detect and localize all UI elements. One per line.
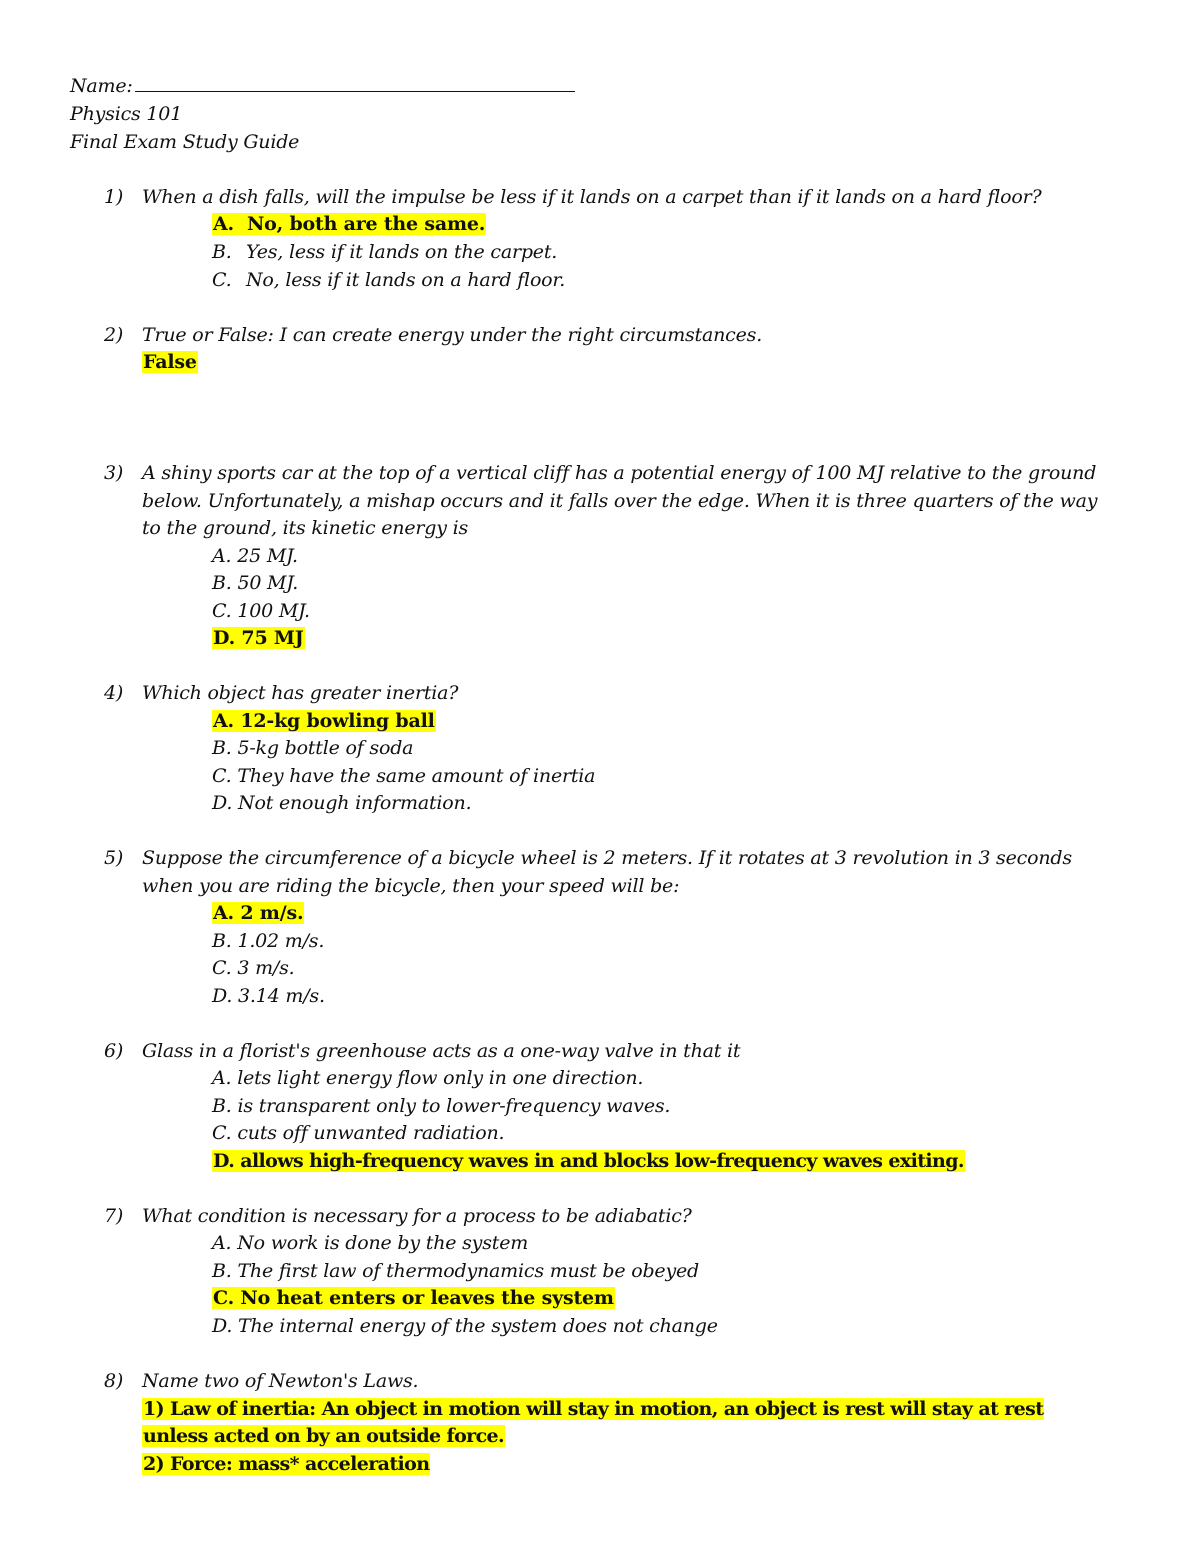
question-text: True or False: I can create energy under the right circumstances. (142, 324, 763, 346)
answer-option: B. is transparent only to lower-frequency waves. (212, 1095, 671, 1117)
answer-option: A. lets light energy flow only in one direction. (212, 1067, 644, 1089)
answer-option: A. 25 MJ. (212, 545, 298, 567)
document-title: Final Exam Study Guide (70, 131, 300, 153)
answer-option (212, 267, 565, 293)
answer-option: C. 100 MJ. (212, 600, 310, 622)
answer-option: A. No work is done by the system (212, 1232, 529, 1254)
answer-option: D. 3.14 m/s. (212, 985, 325, 1007)
question-number: 1) (104, 186, 124, 208)
answer-highlight: A. 12-kg bowling ball (213, 710, 435, 732)
answer-text-correct (142, 349, 198, 375)
answer-highlight: D. allows high-frequency waves in and blocks low-frequency waves exiting. (213, 1150, 964, 1172)
answer-option: C. They have the same amount of inertia (212, 765, 596, 787)
answer-option-correct (212, 211, 486, 237)
answer-option-correct (212, 900, 304, 926)
question-text: when you are riding the bicycle, then your speed will be: (142, 875, 680, 897)
question-text: A shiny sports car at the top of a vertical cliff has a potential energy of 100 MJ relative to the ground (142, 462, 1097, 484)
answer-text-correct (142, 1396, 1044, 1422)
question-number: 6) (104, 1040, 124, 1062)
question-text: to the ground, its kinetic energy is (142, 517, 469, 539)
answer-highlight: unless acted on by an outside force. (143, 1425, 505, 1447)
course-title: Physics 101 (70, 103, 183, 125)
name-blank-line (135, 73, 575, 92)
answer-option-correct (212, 708, 436, 734)
answer-option: B. The first law of thermodynamics must be obeyed (212, 1260, 700, 1282)
question-text: Glass in a florist's greenhouse acts as a one-way valve in that it (142, 1040, 741, 1062)
answer-option-correct (212, 1148, 965, 1174)
answer-option-correct (212, 625, 305, 651)
question-number: 3) (104, 462, 124, 484)
answer-option: B. 5-kg bottle of soda (212, 737, 414, 759)
question-text: Which object has greater inertia? (142, 682, 459, 704)
question-number: 2) (104, 324, 124, 346)
answer-highlight: 2) Force: mass* acceleration (143, 1453, 430, 1475)
answer-highlight: 1) Law of inertia: An object in motion will stay in motion, an object is rest will stay at rest (143, 1398, 1044, 1420)
answer-text-correct (142, 1451, 430, 1477)
answer-option: C. 3 m/s. (212, 957, 295, 979)
question-number: 8) (104, 1370, 124, 1392)
question-text: Suppose the circumference of a bicycle wheel is 2 meters. If it rotates at 3 revolution in 3 seconds (142, 847, 1072, 869)
option-letter: A. (213, 213, 234, 235)
option-letter: B. (212, 241, 232, 263)
name-field (70, 73, 575, 99)
answer-highlight: False (143, 351, 197, 373)
option-text: Yes, less if it lands on the carpet. (246, 241, 558, 263)
answer-highlight: C. No heat enters or leaves the system (213, 1287, 614, 1309)
option-letter: C. (212, 269, 232, 291)
name-label: Name: (70, 75, 133, 97)
answer-text-correct (142, 1423, 505, 1449)
question-text: below. Unfortunately, a mishap occurs and it falls over the edge. When it is three quarters of the way (142, 490, 1098, 512)
question-text: When a dish falls, will the impulse be less if it lands on a carpet than if it lands on a hard floor? (142, 186, 1042, 208)
answer-option: C. cuts off unwanted radiation. (212, 1122, 505, 1144)
option-text: No, both are the same. (247, 213, 486, 235)
answer-option: D. The internal energy of the system does not change (212, 1315, 718, 1337)
answer-option (212, 239, 557, 265)
answer-option: B. 50 MJ. (212, 572, 299, 594)
answer-option: D. Not enough information. (212, 792, 472, 814)
answer-highlight: D. 75 MJ (213, 627, 304, 649)
question-text: What condition is necessary for a process to be adiabatic? (142, 1205, 692, 1227)
answer-option: B. 1.02 m/s. (212, 930, 325, 952)
question-number: 5) (104, 847, 124, 869)
question-number: 7) (104, 1205, 124, 1227)
question-text: Name two of Newton's Laws. (142, 1370, 419, 1392)
question-number: 4) (104, 682, 124, 704)
answer-highlight: A. 2 m/s. (213, 902, 304, 924)
answer-option-correct (212, 1285, 615, 1311)
option-text: No, less if it lands on a hard floor. (246, 269, 566, 291)
